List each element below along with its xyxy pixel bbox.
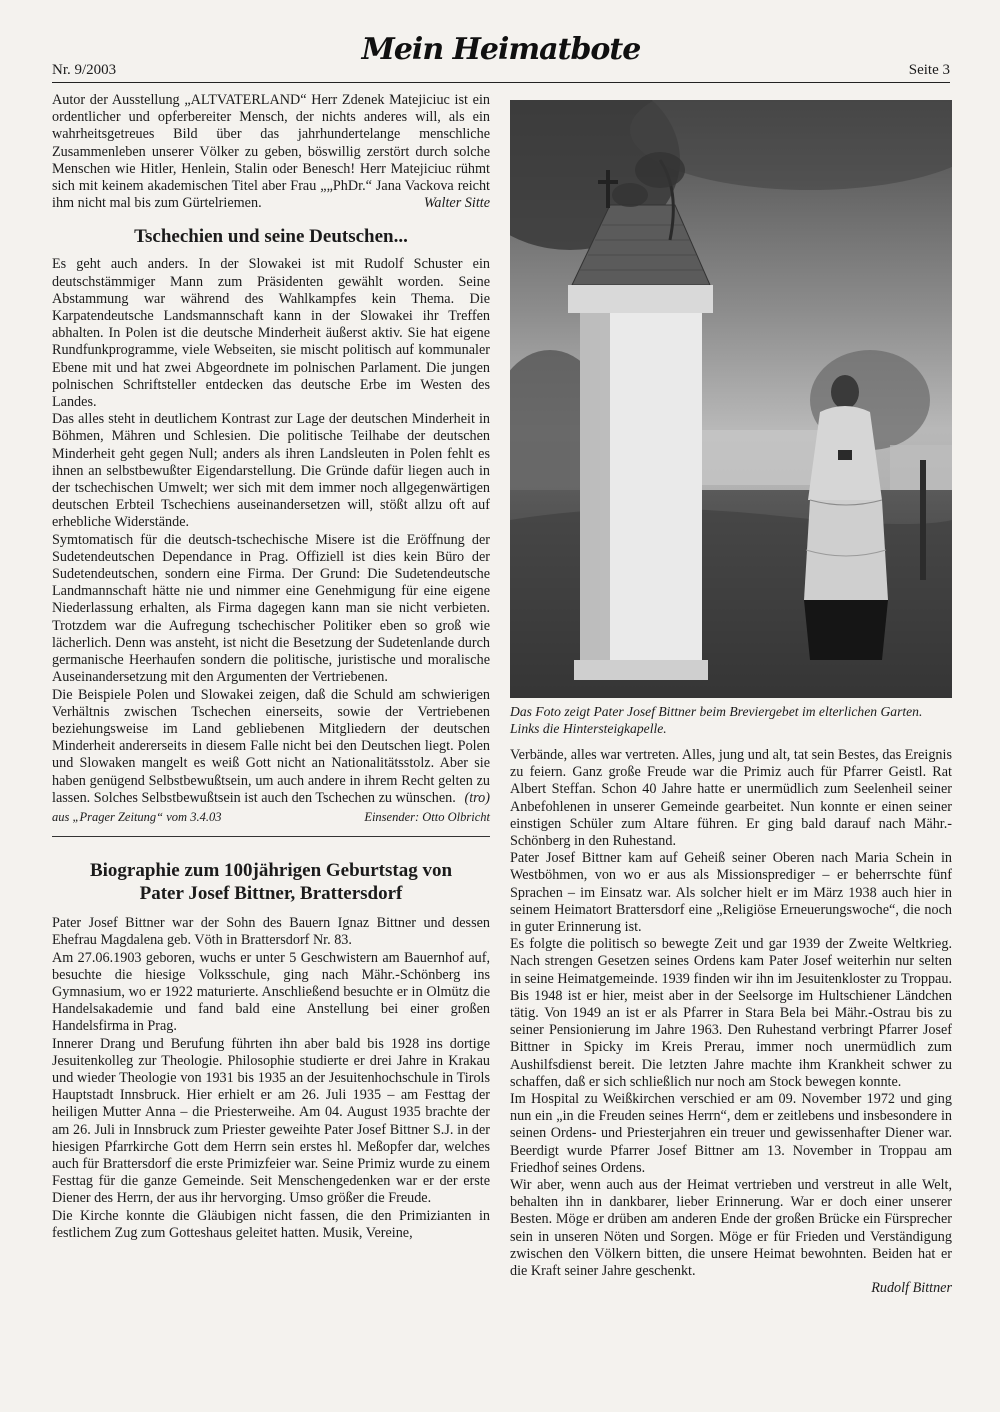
article1-sender: Einsender: Otto Olbricht [364, 809, 490, 824]
article2-title [52, 859, 490, 905]
article1-tag: (tro) [464, 789, 490, 806]
article1-paragraph [52, 687, 490, 807]
page-number: Seite 3 [908, 62, 950, 78]
article2-paragraph: Es folgte die politisch so bewegte Zeit und gar 1939 der Zweite Weltkrieg. Nach strengen Gesetzen seines Ordens kam Pater Josef weiterhin nur selten in seine Heimatgemeinde. 1939 finden wir ihn im Jesuitenkloster zu Troppau. Bis 1948 ist er hier, meist aber in der Seelsorge im Hultschiener Ländchen tätig. Von 1949 an ist er als Pfarrer in Stara Bela bei Mähr.-Ostrau bis zu seiner Pensionierung im Jahre 1963. Den Ruhestand verbringt Pfarrer Josef Bittner in Spicky im Kreis Prerau, immer noch unermüdlich zum Aushilfsdienst bereit. Die letzten Jahre machte ihm Krankheit schwer zu schaffen, daß er sich schließlich nur noch am Stock bewegen konnte. [510, 936, 952, 1090]
article2-paragraph: Pater Josef Bittner war der Sohn des Bauern Ignaz Bittner und dessen Ehefrau Magdalena geb. Vöth in Brattersdorf Nr. 83. [52, 915, 490, 949]
article1-title: Tschechien und seine Deutschen... [134, 226, 408, 248]
masthead-logo: Mein Heimatbote [361, 32, 641, 67]
photo-priest-chapel [510, 100, 952, 698]
article2-paragraph: Verbände, alles war vertreten. Alles, jung und alt, tat sein Bestes, das Ereignis zu feiern. Ganz große Freude war die Primiz auch für Pfarrer Geistl. Rat Albert Steffan. Schon 40 Jahre hatte er unermüdlich zum Seelenheil seiner Anbefohlenen in unserer Gemeinde gearbeitet. Nun konnte er einen seiner einstigen Schüler zum Altare führen. Er ging bald darauf nach Mähr.-Schönberg in den Ruhestand. [510, 747, 952, 850]
right-column [510, 747, 952, 1298]
article-divider [52, 836, 490, 837]
article2-paragraph: Pater Josef Bittner kam auf Geheiß seiner Oberen nach Maria Schein in Westböhmen, von wo er aus als Missionsprediger – er beherrschte fünf Sprachen – im Einsatz war. Als solcher hielt er im März 1938 auch hier in seinem Heimatort Brattersdorf eine „Religiöse Erneuerungswoche“, die noch in guter Erinnerung ist. [510, 850, 952, 936]
intro-signature: Walter Sitte [423, 195, 490, 212]
article1-paragraph: Das alles steht in deutlichem Kontrast zur Lage der deutschen Minderheit in Böhmen, Mähren und Schlesien. Die politische Teilhabe der deutschen Minderheit geht gegen Null; anders als ihren Landsleuten in Polen fehlt es ihnen an selbstbewußter Eigendarstellung. Die Gründe dafür liegen auch in der tschechischen Umwelt; wer sich mit dem immer noch allgegenwärtigen deutschen Erbteil Tschechiens auseinandersetzen will, stößt allzu oft auf erhebliche Widerstände. [52, 411, 490, 531]
photo-illustration [510, 100, 952, 698]
page-header [52, 30, 950, 82]
article1-source-row [52, 809, 490, 826]
article1-paragraph: Es geht auch anders. In der Slowakei ist mit Rudolf Schuster ein deutschstämmiger Mann zum Präsidenten gewählt worden. Seine Abstammung war während des Wahlkampfes kein Thema. Die Karpatendeutsche Landsmannschaft kann in der Slowakei ihr Treffen abhalten. In Polen ist die deutsche Minderheit äußerst aktiv. Sie hat eigene Rundfunkprogramme, viele Webseiten, sie mischt politisch auf kommunaler Ebene mit und hat zwei Abgeordnete im polnischen Parlament. Die jungen polnischen Schriftsteller entdecken das deutsche Erbe im Westen des Landes. [52, 256, 490, 411]
article2-paragraph: Innerer Drang und Berufung führten ihn aber bald bis 1928 ins dortige Jesuitenkolleg zur Theologie. Philosophie studierte er drei Jahre in Krakau und wieder Theologie von 1931 bis 1935 an der Jesuitenhochschule in Tirols Hauptstadt Innsbruck. Hier erhielt er am 26. Juli 1935 – am Festtag der heiligen Mutter Anna – die Priesterweihe. Am 04. August 1935 brachte der am 26. Juli in Innsbruck zum Priester geweihte Pater Josef Bittner S.J. in der hiesigen Pfarrkirche Gott dem Herrn sein erstes hl. Meßopfer dar, welches auch für Brattersdorf die erste Primizfeier war. Seine Primiz wurde zu einem Festtag für die ganze Gemeinde. Seit Menschengedenken war er der erste Diener des Herrn, der aus ihr hervorging. Umso größer die Freude. [52, 1035, 490, 1207]
article1-source: aus „Prager Zeitung“ vom 3.4.03 [52, 809, 222, 824]
article2-paragraph: Wir aber, wenn auch aus der Heimat vertrieben und verstreut in alle Welt, behalten ihn in dankbarer, lieber Erinnerung. War er doch einer unserer Besten. Möge er drüben am anderen Ende der großen Brücke ein Fürsprecher sein in unseren Nöten und Sorgen. Möge er für Frieden und Verständigung zwischen den Völkern bitten, die unsere Heimat bewohnten. Beiden hat er die Kraft seiner Jahre geschenkt. [510, 1177, 952, 1280]
intro-paragraph [52, 92, 490, 212]
intro-text: Autor der Ausstellung „ALTVATERLAND“ Herr Zdenek Matejiciuc ist ein ordentlicher und opferbereiter Mensch, der nichts anderes will, als ein wahrheitsgetreues Bild über das jahrhundertelange menschliche Zusammenleben unserer Völker zu geben, böswillig zerstört durch solche Menschen wie Hitler, Henlein, Stalin oder Benesch! Herr Matejiciuc rühmt sich mit keinem akademischen Titel aber Frau „„PhDr.“ Jana Vackova reicht ihm nicht mal bis zum Gürtelriemen. [52, 92, 490, 212]
article1-paragraph-text: Die Beispiele Polen und Slowakei zeigen, daß die Schuld am schwierigen Verhältnis zwischen Tschechen einerseits, sowie der Vertriebenen beziehungsweise im Land gebliebenen Mitgliedern der deutschen Minderheit andererseits in diesem Falle nicht bei den Deutschen liegt. Polen und Slowaken mangelt es weiß Gott nicht an Nationalitätsstolz. Aber sie haben genügend Selbstbewußtsein, um auch andere in ihrem Recht gelten zu lassen. Solches Selbstbewußtsein ist auch den Tschechen zu wünschen. [52, 686, 490, 806]
left-column [52, 92, 490, 1242]
article2-paragraph: Die Kirche konnte die Gläubigen nicht fassen, die den Primizianten in festlichem Zug zum Gotteshaus geleitet hatten. Musik, Vereine, [52, 1207, 490, 1241]
article2-signature: Rudolf Bittner [871, 1280, 952, 1297]
article1-paragraph: Symtomatisch für die deutsch-tschechische Misere ist die Eröffnung der Sudetendeutschen Dependance in Prag. Offiziell ist dies kein Büro der Sudetendeutschen, sondern eine Firma. Der Grund: Die Sudetendeutsche Landmannschaft hätte nie und nimmer eine Genehmigung für eine eigene Niederlassung erhalten, als Firma dagegen kann man sie nicht verbieten. Trotzdem war die Aufregung tschechischer Politiker eben so groß wie lächerlich. Denn was ansteht, ist nicht die Besetzung der Sudetenlande durch germanische Heerhaufen sondern die politische, juristische und moralische Auseinandersetzung mit den Argumenten der Vertriebenen. [52, 531, 490, 686]
article2-paragraph: Am 27.06.1903 geboren, wuchs er unter 5 Geschwistern am Bauernhof auf, besuchte die hiesige Volksschule, ging nach Mähr.-Schönberg ins Gymnasium, wo er 1922 maturierte. Anschließend besuchte er in Olmütz die Handelsakademie und fand bald eine Anstellung bei einer großen Handelsfirma in Prag. [52, 949, 490, 1035]
article2-paragraph: Im Hospital zu Weißkirchen verschied er am 09. November 1972 und ging nun ein „in die Freuden seines Herrn“, dem er zeitlebens und insbesondere in seinen Ordens- und Priesterjahren ein treuer und gewissenhafter Diener war. Beerdigt wurde Pfarrer Josef Bittner am 13. November in Troppau am Friedhof seines Ordens. [510, 1091, 952, 1176]
header-rule [52, 82, 950, 83]
article2-title-line2: Pater Josef Bittner, Brattersdorf [139, 883, 403, 905]
photo-caption: Das Foto zeigt Pater Josef Bittner beim Breviergebet im elterlichen Garten. Links die Hintersteigkapelle. [510, 704, 923, 736]
issue-number: Nr. 9/2003 [52, 62, 117, 78]
article2-title-line1: Biographie zum 100jährigen Geburtstag von [89, 860, 453, 882]
